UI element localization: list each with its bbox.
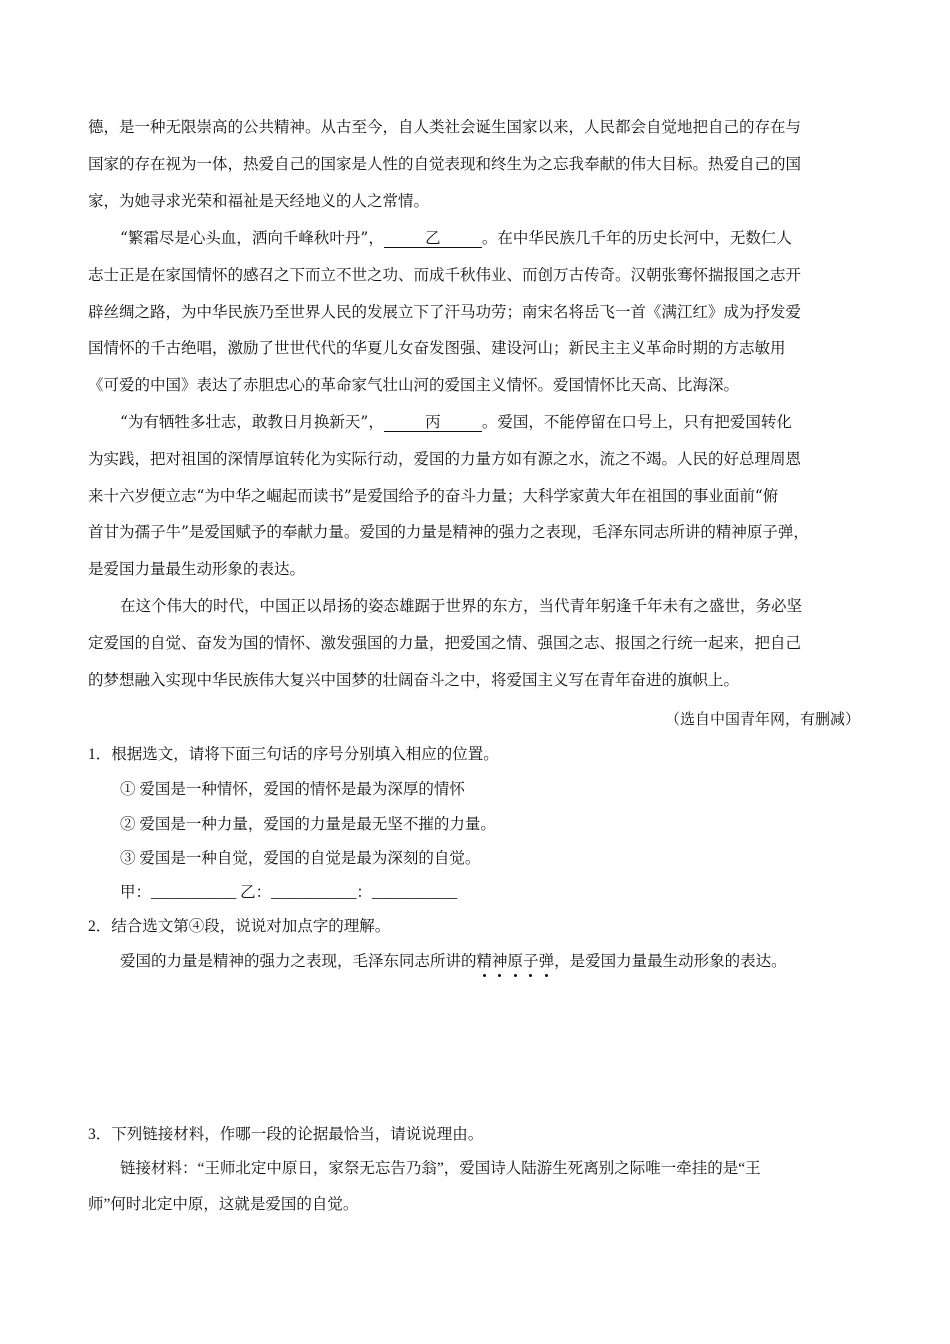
text-line: 家，为她寻求光荣和福祉是天经地义的人之常情。 [88,191,430,210]
option-3: ③ 爱国是一种自觉，爱国的自觉是最为深刻的自觉。 [120,850,481,867]
text-line: 志士正是在家国情怀的感召之下而立不世之功、而成千秋伟业、而创万古传奇。汉朝张骞怀揣报国之志开 [88,265,802,284]
para3-after-blank: 。爱国，不能停留在口号上，只有把爱国转化 [481,413,792,431]
text-line: 定爱国的自觉、奋发为国的情怀、激发强国的力量，把爱国之情、强国之志、报国之行统一起来，把自己 [88,633,802,652]
text-line: 的梦想融入实现中华民族伟大复兴中国梦的壮阔奋斗之中，将爱国主义写在青年奋进的旗帜上。 [88,670,740,689]
question-2: 2．结合选文第④段，说说对加点字的理解。 [88,918,391,935]
blank-bing: 丙 [384,413,482,432]
question-3: 3．下列链接材料，作哪一段的论据最恰当，请说说理由。 [88,1126,484,1143]
text-line: 国情怀的千古绝唱，激励了世世代代的华夏儿女奋发图强、建设河山；新民主主义革命时期的方志敏用 [88,339,786,358]
link-material-line-1: 链接材料：“王师北定中原日，家祭无忘告乃翁”，爱国诗人陆游生死离别之际唯一牵挂的是“王 [120,1160,761,1177]
text-line: 《可爱的中国》表达了赤胆忠心的革命家气壮山河的爱国主义情怀。爱国情怀比天高、比海深。 [88,376,740,395]
dotted-char: 原 [508,949,524,971]
paragraph-1 [88,109,868,219]
text-line: 在这个伟大的时代，中国正以昂扬的姿态雄踞于世界的东方，当代青年躬逢千年未有之盛世，务必坚 [120,597,803,615]
question-1: 1．根据选文，请将下面三句话的序号分别填入相应的位置。 [88,746,499,763]
paragraph-4 [88,588,868,698]
para3-opening: “为有牺牲多壮志，敢教日月换新天”， [120,413,384,431]
text-line: 国家的存在视为一体，热爱自己的国家是人性的自觉表现和终生为之忘我奉献的伟大目标。热爱自己的国 [88,154,802,173]
sentence-after: ，是爱国力量最生动形象的表达。 [554,953,787,970]
text-line: 首甘为孺子牛”是爱国赋予的奉献力量。爱国的力量是精神的强力之表现，毛泽东同志所讲的精神原子弹， [88,523,809,542]
link-material-line-2: 师”何时北定中原，这就是爱国的自觉。 [88,1196,359,1213]
paragraph-3 [88,404,868,588]
source-citation: （选自中国青年网，有删减） [664,710,860,728]
dotted-char: 神 [492,949,508,971]
text-line: 为实践，把对祖国的深情厚谊转化为实际行动，爱国的力量方如有源之水，流之不竭。人民的好总理周恩 [88,449,802,468]
text-line: 辟丝绸之路，为中华民族乃至世界人民的发展立下了汗马功劳；南宋名将岳飞一首《满江红》成为抒发爱 [88,302,802,321]
dotted-char: 子 [523,949,539,971]
text-line: 是爱国力量最生动形象的表达。 [88,560,306,579]
dotted-char: 弹 [539,949,555,971]
text-line: 来十六岁便立志“为中华之崛起而读书”是爱国给予的奋斗力量；大科学家黄大年在祖国的事业面前“俯 [88,486,779,505]
text-line [88,220,868,257]
paragraph-2 [88,220,868,404]
blank-yi: 乙 [384,229,482,248]
para2-after-blank: 。在中华民族几千年的历史长河中，无数仁人 [481,229,792,247]
text-line [88,404,868,441]
answer-blanks[interactable]: 甲：___________ 乙：___________：___________ [120,884,458,901]
dotted-char: 精 [477,949,493,971]
sentence-before: 爱国的力量是精神的强力之表现，毛泽东同志所讲的 [120,953,477,970]
text-line: 德，是一种无限崇高的公共精神。从古至今，自人类社会诞生国家以来，人民都会自觉地把自己的存在与 [88,118,802,136]
question-2-sentence [120,949,787,971]
option-2: ② 爱国是一种力量，爱国的力量是最无坚不摧的力量。 [120,816,496,833]
option-1: ① 爱国是一种情怀，爱国的情怀是最为深厚的情怀 [120,781,465,798]
para2-opening: “繁霜尽是心头血，洒向千峰秋叶丹”， [120,229,384,247]
